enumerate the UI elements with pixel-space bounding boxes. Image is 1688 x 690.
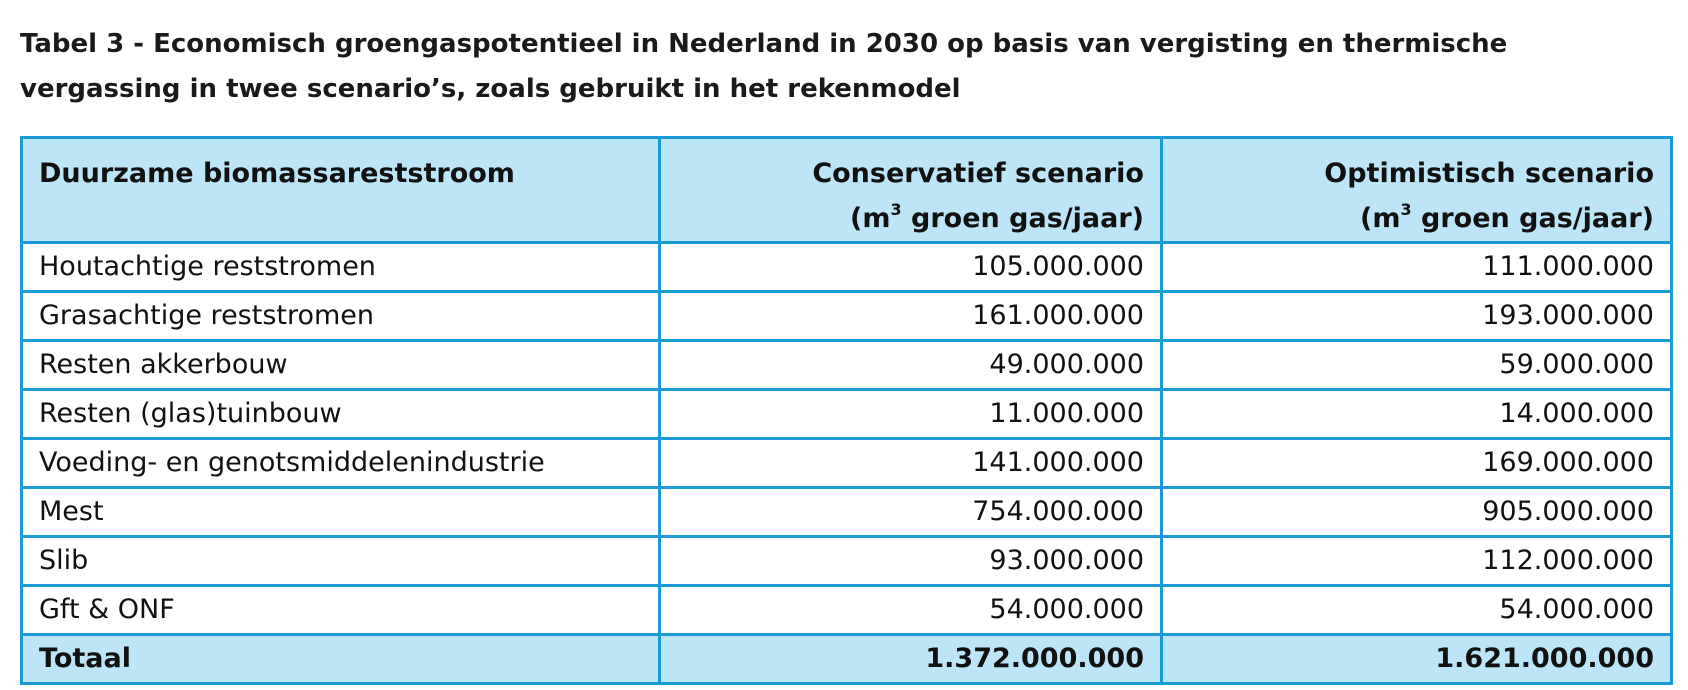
unit-superscript: 3 — [1400, 200, 1412, 219]
row-conservatief-value: 754.000.000 — [660, 488, 1162, 537]
total-label: Totaal — [22, 635, 660, 684]
row-name: Resten (glas)tuinbouw — [22, 390, 660, 439]
row-conservatief-value: 11.000.000 — [660, 390, 1162, 439]
table-row — [22, 537, 1672, 586]
caption-line-1: Tabel 3 - Economisch groengaspotentieel in Nederland in 2030 op basis van vergisting en thermische — [20, 29, 1508, 59]
row-conservatief-value: 93.000.000 — [660, 537, 1162, 586]
row-conservatief-value: 105.000.000 — [660, 243, 1162, 292]
row-optimistisch-value: 54.000.000 — [1162, 586, 1672, 635]
table-row — [22, 341, 1672, 390]
table-row — [22, 439, 1672, 488]
table-row — [22, 292, 1672, 341]
row-name: Gft & ONF — [22, 586, 660, 635]
header-conservatief-unit — [677, 196, 1144, 241]
unit-rest: groen gas/jaar) — [901, 203, 1144, 234]
table-header-row — [22, 138, 1672, 243]
table-row — [22, 586, 1672, 635]
header-conservatief-title: Conservatief scenario — [812, 158, 1144, 189]
row-optimistisch-value: 905.000.000 — [1162, 488, 1672, 537]
unit-superscript: 3 — [890, 200, 902, 219]
row-optimistisch-value: 59.000.000 — [1162, 341, 1672, 390]
unit-rest: groen gas/jaar) — [1411, 203, 1654, 234]
row-conservatief-value: 141.000.000 — [660, 439, 1162, 488]
total-row — [22, 635, 1672, 684]
table-row — [22, 243, 1672, 292]
row-name: Voeding- en genotsmiddelenindustrie — [22, 439, 660, 488]
row-optimistisch-value: 111.000.000 — [1162, 243, 1672, 292]
row-name: Mest — [22, 488, 660, 537]
unit-open: (m — [1360, 203, 1401, 234]
table-caption — [20, 22, 1660, 112]
groengas-potential-table — [20, 136, 1673, 685]
header-optimistisch-unit — [1179, 196, 1654, 241]
caption-line-2: vergassing in twee scenario’s, zoals gebruikt in het rekenmodel — [20, 74, 961, 104]
row-name: Houtachtige reststromen — [22, 243, 660, 292]
table-row — [22, 488, 1672, 537]
header-biomassareststroom: Duurzame biomassareststroom — [22, 138, 660, 243]
row-optimistisch-value: 193.000.000 — [1162, 292, 1672, 341]
total-conservatief-value: 1.372.000.000 — [660, 635, 1162, 684]
header-conservatief-scenario — [660, 138, 1162, 243]
header-optimistisch-scenario — [1162, 138, 1672, 243]
table-row — [22, 390, 1672, 439]
header-optimistisch-title: Optimistisch scenario — [1324, 158, 1654, 189]
row-conservatief-value: 54.000.000 — [660, 586, 1162, 635]
row-name: Resten akkerbouw — [22, 341, 660, 390]
total-optimistisch-value: 1.621.000.000 — [1162, 635, 1672, 684]
row-name: Grasachtige reststromen — [22, 292, 660, 341]
row-name: Slib — [22, 537, 660, 586]
row-optimistisch-value: 169.000.000 — [1162, 439, 1672, 488]
row-conservatief-value: 49.000.000 — [660, 341, 1162, 390]
row-conservatief-value: 161.000.000 — [660, 292, 1162, 341]
row-optimistisch-value: 112.000.000 — [1162, 537, 1672, 586]
unit-open: (m — [850, 203, 891, 234]
row-optimistisch-value: 14.000.000 — [1162, 390, 1672, 439]
